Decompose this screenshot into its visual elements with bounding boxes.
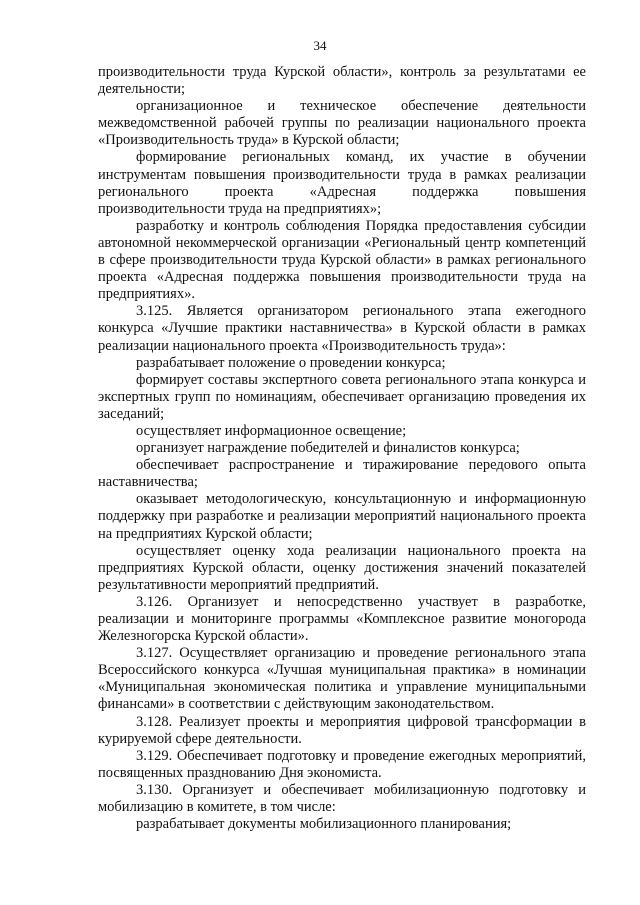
paragraph: организует награждение победителей и финалистов конкурса; — [136, 440, 520, 457]
paragraph: осуществляет информационное освещение; — [136, 422, 407, 439]
paragraph: производительности труда Курской области», контроль за результатами ее деятельности; — [98, 64, 586, 98]
paragraph: формирует составы экспертного совета регионального этапа конкурса и экспертных групп по номинациям, обеспечивает организацию проведения их заседаний; — [98, 371, 586, 422]
document-body — [98, 64, 586, 833]
paragraph: разрабатывает положение о проведении конкурса; — [136, 354, 446, 371]
paragraph: обеспечивает распространение и тиражирование передового опыта наставничества; — [98, 457, 586, 491]
paragraph: 3.128. Реализует проекты и мероприятия цифровой трансформации в курируемой сфере деятельности. — [98, 713, 586, 747]
paragraph: 3.129. Обеспечивает подготовку и проведение ежегодных мероприятий, посвященных празднованию Дня экономиста. — [98, 747, 586, 781]
paragraph: формирование региональных команд, их участие в обучении инструментам повышения производительности труда в рамках реализации регионального проекта «Адресная поддержка повышения производительности труда на предприятиях»; — [98, 149, 586, 217]
paragraph: организационное и техническое обеспечение деятельности межведомственной рабочей группы по реализации национального проекта «Производительность труда» в Курской области; — [98, 98, 586, 149]
paragraph: осуществляет оценку хода реализации национального проекта на предприятиях Курской области, оценку достижения значений показателей результативности мероприятий предприятий. — [98, 542, 586, 593]
paragraph: разработку и контроль соблюдения Порядка предоставления субсидии автономной некоммерческой организации «Региональный центр компетенций в сфере производительности труда Курской области» в рамках регионального проекта «Адресная поддержка повышения производительности труда на предприятиях». — [98, 217, 586, 303]
paragraph: оказывает методологическую, консультационную и информационную поддержку при разработке и реализации мероприятий национального проекта на предприятиях Курской области; — [98, 491, 586, 542]
page-number: 34 — [313, 38, 327, 53]
paragraph: 3.125. Является организатором регионального этапа ежегодного конкурса «Лучшие практики наставничества» в Курской области в рамках реализации национального проекта «Производительность труда»: — [98, 303, 586, 354]
paragraph: 3.130. Организует и обеспечивает мобилизационную подготовку и мобилизацию в комитете, в том числе: — [98, 781, 586, 816]
paragraph: 3.126. Организует и непосредственно участвует в разработке, реализации и мониторинге программы «Комплексное развитие моногорода Железногорска Курской области». — [98, 593, 586, 645]
paragraph: разрабатывает документы мобилизационного планирования; — [136, 816, 512, 833]
paragraph: 3.127. Осуществляет организацию и проведение регионального этапа Всероссийского конкурса «Лучшая муниципальная практика» в номинации «Муниципальная экономическая политика и управление муниципальными финансами» в соответствии с действующим законодательством. — [98, 645, 586, 713]
